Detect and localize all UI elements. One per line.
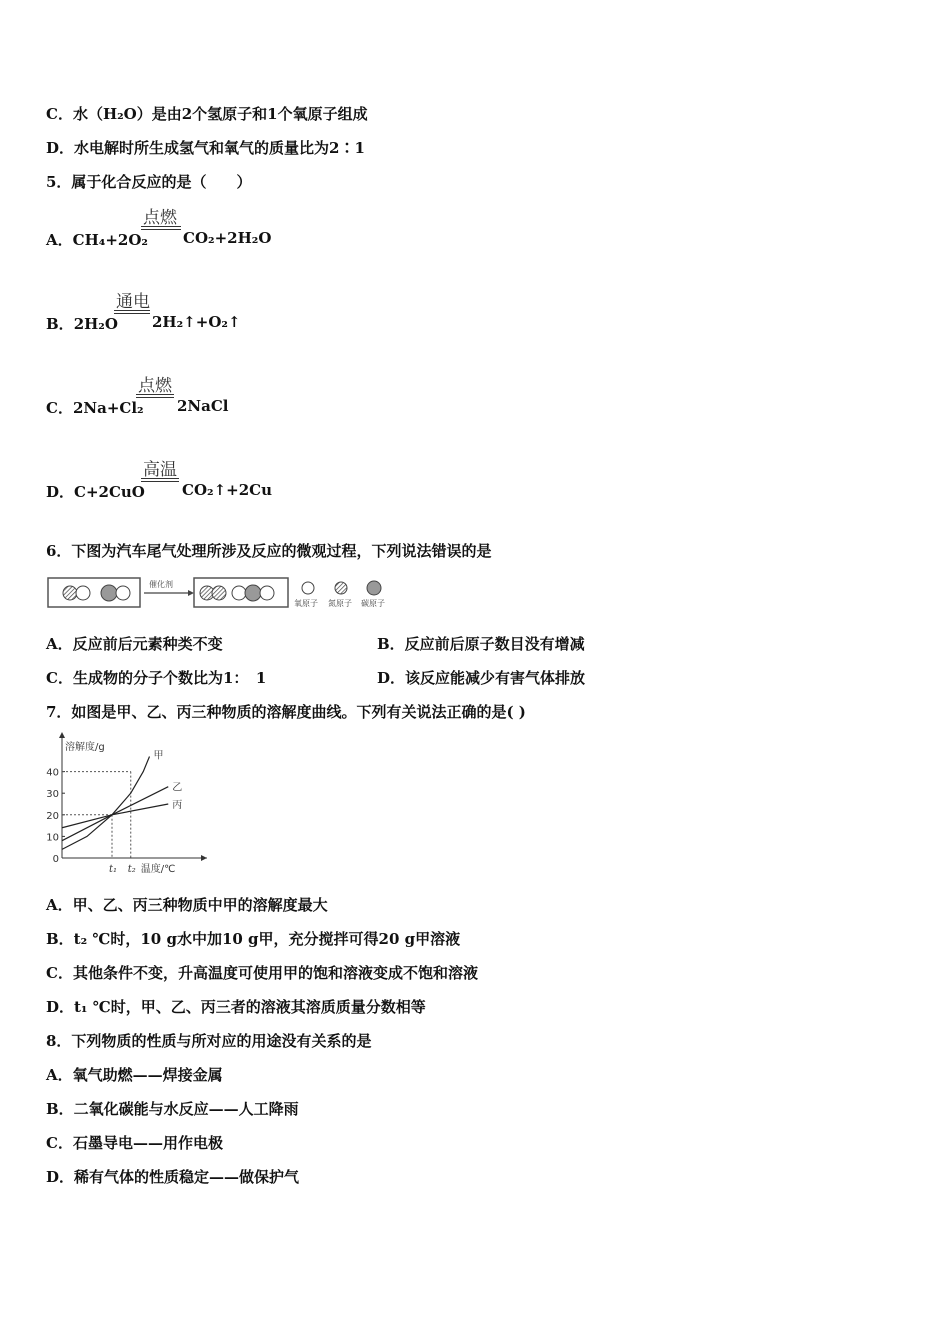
q8-option-d: D．稀有气体的性质稳定——做保护气 [46,1168,300,1186]
q8-stem: 8．下列物质的性质与所对应的用途没有关系的是 [46,1032,372,1050]
y-axis-label: 溶解度/g [65,742,105,753]
equation-reactants: CH₄+2O₂ [72,231,148,249]
x-tick-label-t2: t₂ [127,864,136,875]
q7-stem: 7．如图是甲、乙、丙三种物质的溶解度曲线。下列有关说法正确的是( ) [46,703,526,721]
q7-option-b: B．t₂ ℃时，10 g水中加10 g甲，充分搅拌可得20 g甲溶液 [46,930,461,948]
q6-micro-diagram [46,574,416,612]
reaction-condition: 高温 [143,460,177,480]
y-tick-label: 0 [52,854,59,865]
y-tick-label: 30 [46,789,59,801]
equals-sign [141,478,179,482]
q7-option-c: C．其他条件不变，升高温度可使用甲的饱和溶液变成不饱和溶液 [46,964,478,982]
y-tick-label: 20 [46,810,59,822]
q6-option-d: D．该反应能减少有害气体排放 [377,669,586,687]
q4-option-c: C．水（H₂O）是由2个氢原子和1个氧原子组成 [46,105,368,123]
catalyst-label: 催化剂 [149,580,173,589]
q5-option-b [46,313,118,334]
equals-sign [141,226,181,230]
series-line-3 [62,804,168,828]
carbon-legend-label: 碳原子 [361,599,385,608]
nitrogen-atom-legend [335,582,347,594]
q8-option-a: A．氧气助燃——焊接金属 [46,1066,223,1084]
q5-option-c [46,397,144,418]
reaction-condition: 通电 [116,292,150,312]
carbon-atom-legend [367,581,381,595]
q5-option-a [46,229,148,250]
y-tick-label: 10 [46,832,59,844]
q5-stem: 5．属于化合反应的是（ ） [46,173,252,191]
q5-option-d [46,481,145,502]
equation-products: 2H₂↑+O₂↑ [152,313,241,331]
equation-products: 2NaCl [177,397,229,415]
option-label: B． [46,315,74,333]
x-axis-label: 温度/℃ [140,864,176,875]
oxygen-atom-legend [302,582,314,594]
q6-stem: 6．下图为汽车尾气处理所涉及反应的微观过程，下列说法错误的是 [46,542,492,560]
equation-reactants: C+2CuO [74,483,145,501]
no-molecule [63,586,90,600]
equals-sign [114,310,150,314]
q6-option-b: B．反应前后原子数目没有增减 [377,635,585,653]
solubility-chart [40,730,210,880]
series-label-3: 丙 [172,800,183,811]
equation-products: CO₂↑+2Cu [182,481,272,499]
y-tick-label: 40 [46,767,59,779]
nitrogen-legend-label: 氮原子 [328,599,352,608]
arrow-head [188,590,194,596]
q8-option-c: C．石墨导电——用作电极 [46,1134,223,1152]
reaction-condition: 点燃 [143,208,177,228]
equals-sign [136,394,174,398]
q6-option-a: A．反应前后元素种类不变 [46,635,223,653]
equation-reactants: 2H₂O [73,315,118,333]
y-axis-arrow [59,732,65,738]
x-axis-arrow [201,855,207,861]
oxygen-legend-label: 氧原子 [294,599,318,608]
q8-option-b: B．二氧化碳能与水反应——人工降雨 [46,1100,299,1118]
q4-option-d: D．水电解时所生成氢气和氧气的质量比为2∶1 [46,139,365,157]
reaction-condition: 点燃 [138,376,172,396]
option-label: D． [46,483,75,501]
series-label-1: 甲 [153,750,164,762]
equation-reactants: 2Na+Cl₂ [72,399,144,417]
q6-option-c: C．生成物的分子个数比为1： 1 [46,669,267,687]
co2-molecule [232,585,274,601]
series-label-2: 乙 [172,782,183,794]
q7-option-a: A．甲、乙、丙三种物质中甲的溶解度最大 [46,896,328,914]
option-label: A． [46,231,73,249]
option-label: C． [46,399,73,417]
n2-molecule [200,586,226,600]
q7-option-d: D．t₁ ℃时，甲、乙、丙三者的溶液其溶质质量分数相等 [46,998,426,1016]
x-tick-label-t1: t₁ [109,864,118,875]
equation-products: CO₂+2H₂O [183,229,272,247]
co-molecule [101,585,130,601]
